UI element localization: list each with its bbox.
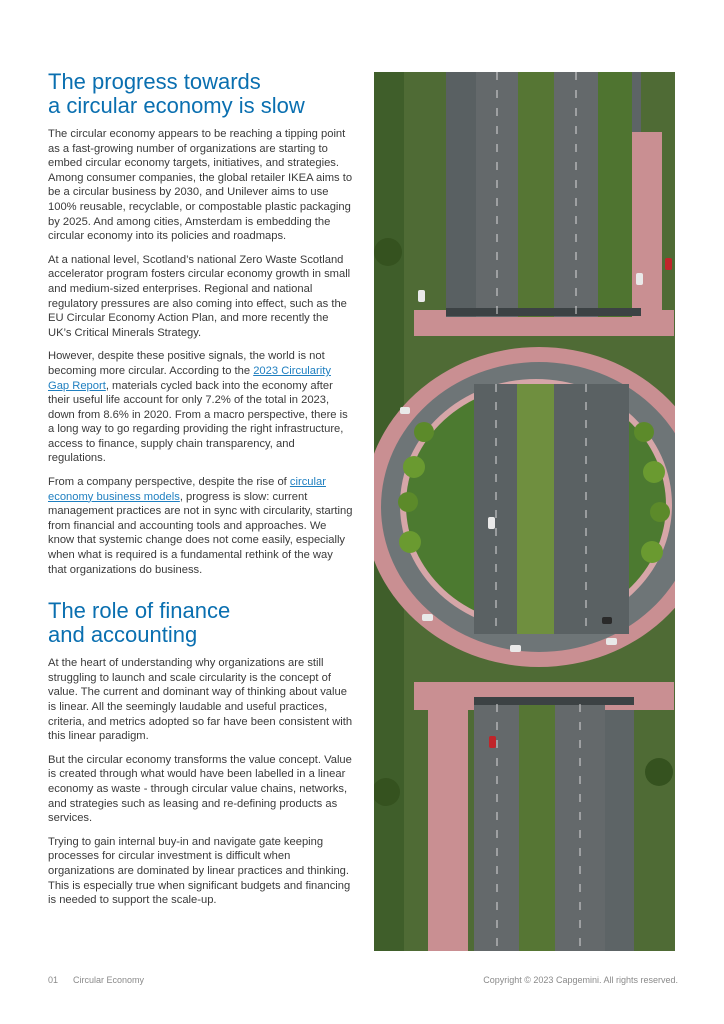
- paragraph: But the circular economy transforms the value concept. Value is created through what would have been labelled in a linear economy as waste - through circular value chains, networks, and strategies such as leasing and re-defining products as services.: [48, 753, 352, 825]
- paragraph-text: From a company perspective, despite the rise of: [48, 476, 290, 489]
- heading-line: and accounting: [48, 622, 198, 648]
- paragraph: The circular economy appears to be reaching a tipping point as a fast-growing number of organizations are starting to embed circular economy targets, initiatives, and strategies. Among consumer companies, the global retailer IKEA aims to be a circular business by 2030, and Unilever aims to use 100% reusable, recyclable, or compostable plastic packaging by 2025. And among cities, Amsterdam is embedding the circular economy into its policies and roadmaps.: [48, 128, 353, 243]
- paragraph-text: , progress is slow: current management practices are not in sync with circularity, starting from financial and accounting tools and approaches. We know that systemic change does not come easily, especially when what is required is a fundamental rethink of the way that organizations do business.: [48, 490, 353, 576]
- aerial-roundabout-photo: [374, 72, 675, 951]
- heading-line: The role of finance: [48, 598, 231, 624]
- section-heading-progress: [48, 70, 354, 118]
- circularity-gap-report-link[interactable]: 2023 Circularity Gap Report: [48, 364, 331, 392]
- business-models-link[interactable]: circular economy business models: [48, 476, 326, 503]
- heading-line: The progress towards: [48, 69, 261, 94]
- paragraph: [48, 475, 354, 577]
- paragraph-text: , materials cycled back into the economy after their useful life account for only 7.2% of the total in 2023, down from 8.6% in 2020. From a macro perspective, there is a long way to go regarding providing the right infrastructure, access to finance, supply chain transparency, and regulations.: [48, 379, 348, 465]
- copyright-notice: Copyright © 2023 Capgemini. All rights reserved.: [483, 975, 678, 985]
- paragraph: [48, 349, 354, 466]
- page-footer: [48, 975, 678, 989]
- main-text-column: [48, 70, 354, 917]
- paragraph: At the heart of understanding why organizations are still struggling to launch and scale circularity is the concept of value. The current and dominant way of thinking about value is linear. All the seemingly laudable and useful practices, criteria, and metrics adopted so far have been consistent with this linear paradigm.: [48, 657, 353, 743]
- document-title: Circular Economy: [73, 975, 145, 985]
- page-number: 01: [48, 975, 59, 985]
- paragraph-text: However, despite these positive signals, the world is not becoming more circular. According to the: [48, 350, 325, 377]
- paragraph: At a national level, Scotland’s national Zero Waste Scotland accelerator program fosters circular economy growth in small and medium-sized enterprises. Regional and national regulatory pressures are also coming into effect, such as the EU Circular Economy Action Plan, and more recently the UK’s Critical Minerals Strategy.: [48, 253, 351, 339]
- paragraph: Trying to gain internal buy-in and navigate gate keeping processes for circular investment is difficult when organizations are dominated by linear practices and thinking. This is especially true when significant budgets and financing is needed to support the scale-up.: [48, 835, 351, 907]
- section-heading-finance: [48, 599, 354, 647]
- heading-line: a circular economy is slow: [48, 93, 305, 118]
